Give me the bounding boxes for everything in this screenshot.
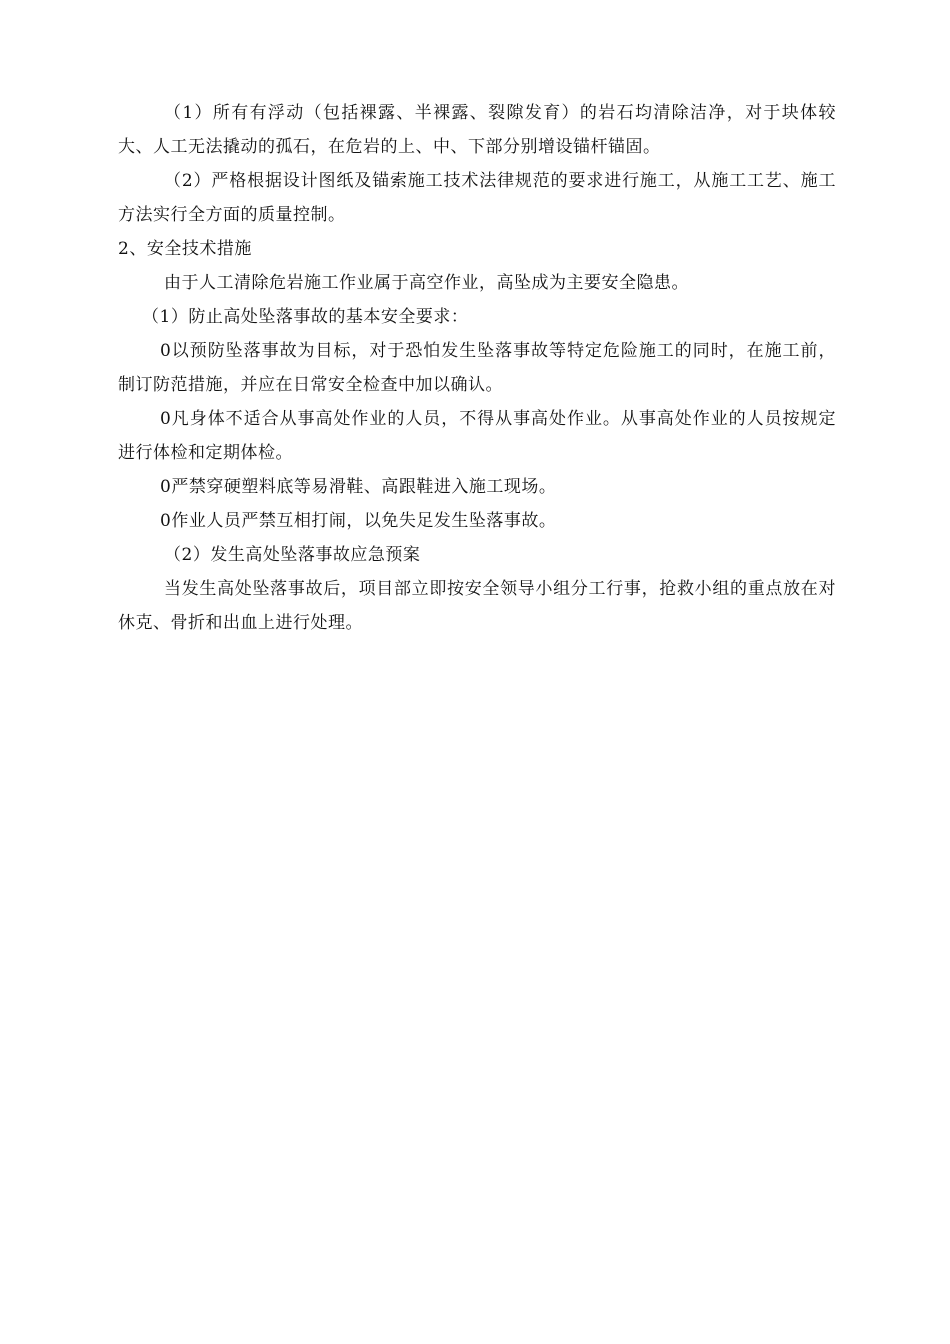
subheading-fall-prevention: （1）防止高处坠落事故的基本安全要求： xyxy=(142,307,469,327)
paragraph-high-altitude-risk: 由于人工清除危岩施工作业属于高空作业，高坠成为主要安全隐患。 xyxy=(164,273,689,293)
paragraph-construction-quality: （2）严格根据设计图纸及锚索施工技术法律规范的要求进行施工，从施工工艺、施工方法实行全方面的质量控制。 xyxy=(118,171,836,225)
list-item-footwear-rule: 0严禁穿硬塑料底等易滑鞋、高跟鞋进入施工现场。 xyxy=(160,477,557,497)
section-heading-safety-measures: 2、安全技术措施 xyxy=(118,239,252,259)
list-item-prevention-goal: 0以预防坠落事故为目标，对于恐怕发生坠落事故等特定危险施工的同时，在施工前，制订防范措施，并应在日常安全检查中加以确认。 xyxy=(118,341,836,395)
paragraph-emergency-response: 当发生高处坠落事故后，项目部立即按安全领导小组分工行事，抢救小组的重点放在对休克、骨折和出血上进行处理。 xyxy=(118,579,836,633)
paragraph-rock-clearing: （1）所有有浮动（包括裸露、半裸露、裂隙发育）的岩石均清除洁净，对于块体较大、人工无法撬动的孤石，在危岩的上、中、下部分别增设锚杆锚固。 xyxy=(118,103,836,157)
list-item-worker-fitness: 0凡身体不适合从事高处作业的人员，不得从事高处作业。从事高处作业的人员按规定进行体检和定期体检。 xyxy=(118,409,836,463)
document-body xyxy=(118,96,836,640)
list-item-no-horseplay: 0作业人员严禁互相打闹，以免失足发生坠落事故。 xyxy=(160,511,557,531)
subheading-emergency-plan: （2）发生高处坠落事故应急预案 xyxy=(164,545,421,565)
